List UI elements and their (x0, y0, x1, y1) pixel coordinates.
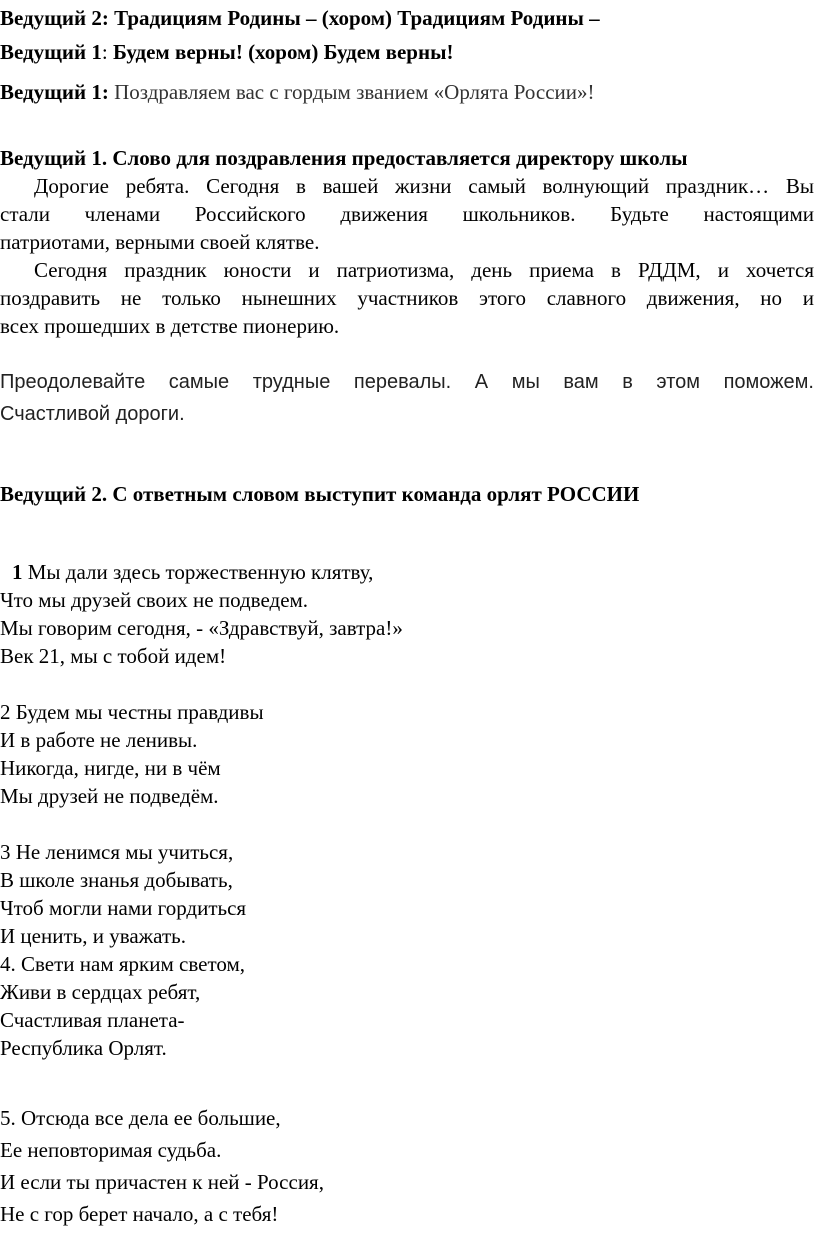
colon: : (101, 40, 108, 64)
line-host2-traditions (0, 6, 600, 30)
poem-line: 4. Свети нам ярким светом, (0, 952, 245, 976)
poem-line: Ее неповторимая судьба. (0, 1138, 222, 1162)
paragraph-line: Преодолевайте самые трудные перевалы. А мы вам в этом поможем. (0, 371, 814, 393)
poem-line: Чтоб могли нами гордиться (0, 896, 247, 920)
director-heading: Ведущий 1. Слово для поздравления предоставляется директору школы (0, 146, 688, 170)
paragraph-line: Сегодня праздник юности и патриотизма, день приема в РДДМ, и хочется (34, 258, 814, 282)
poem-line: И ценить, и уважать. (0, 924, 186, 948)
poem-line: Мы друзей не подведём. (0, 784, 219, 808)
poem-line: Никогда, нигде, ни в чём (0, 756, 221, 780)
paragraph-line: стали членами Российского движения школьников. Будьте настоящими (0, 202, 814, 226)
poem-line: 3 Не ленимся мы учиться, (0, 840, 234, 864)
poem-line: Мы говорим сегодня, - «Здравствуй, завтра!» (0, 616, 403, 640)
paragraph-line: Дорогие ребята. Сегодня в вашей жизни самый волнующий праздник… Вы (34, 174, 814, 198)
poem-line: Счастливая планета- (0, 1008, 185, 1032)
poem-line: И в работе не ленивы. (0, 728, 198, 752)
speaker-label: Ведущий 2: (0, 6, 109, 30)
poem-line: 2 Будем мы честны правдивы (0, 700, 264, 724)
speaker-label: Ведущий 1 (0, 40, 102, 64)
paragraph-line: поздравить не только нынешних участников этого славного движения, но и (0, 286, 814, 310)
paragraph-line: патриотами, верными своей клятве. (0, 230, 320, 254)
line-host1-congrats (0, 80, 595, 104)
poem-line (12, 560, 373, 584)
poem-line: В школе знанья добывать, (0, 868, 233, 892)
paragraph-line: Счастливой дороги. (0, 403, 185, 425)
poem-line: 5. Отсюда все дела ее большие, (0, 1106, 281, 1130)
line-text: Поздравляем вас с гордым званием «Орлята России»! (108, 80, 595, 104)
team-heading: Ведущий 2. С ответным словом выступит команда орлят РОССИИ (0, 482, 640, 506)
poem-line-text: Мы дали здесь торжественную клятву, (22, 560, 374, 584)
poem-line: И если ты причастен к ней - Россия, (0, 1170, 324, 1194)
speaker-label: Ведущий 1: (0, 80, 109, 104)
line-text: Будем верны! (хором) Будем верны! (107, 40, 454, 64)
poem-line: Век 21, мы с тобой идем! (0, 644, 227, 668)
poem-line: Что мы друзей своих не подведем. (0, 588, 309, 612)
poem-line: Республика Орлят. (0, 1036, 167, 1060)
line-host1-faithful (0, 40, 453, 64)
stanza-number: 1 (12, 560, 23, 584)
poem-line: Не с гор берет начало, а с тебя! (0, 1202, 279, 1226)
line-text: Традициям Родины – (хором) Традициям Родины – (108, 6, 600, 30)
paragraph-line: всех прошедших в детстве пионерию. (0, 314, 340, 338)
poem-line: Живи в сердцах ребят, (0, 980, 201, 1004)
